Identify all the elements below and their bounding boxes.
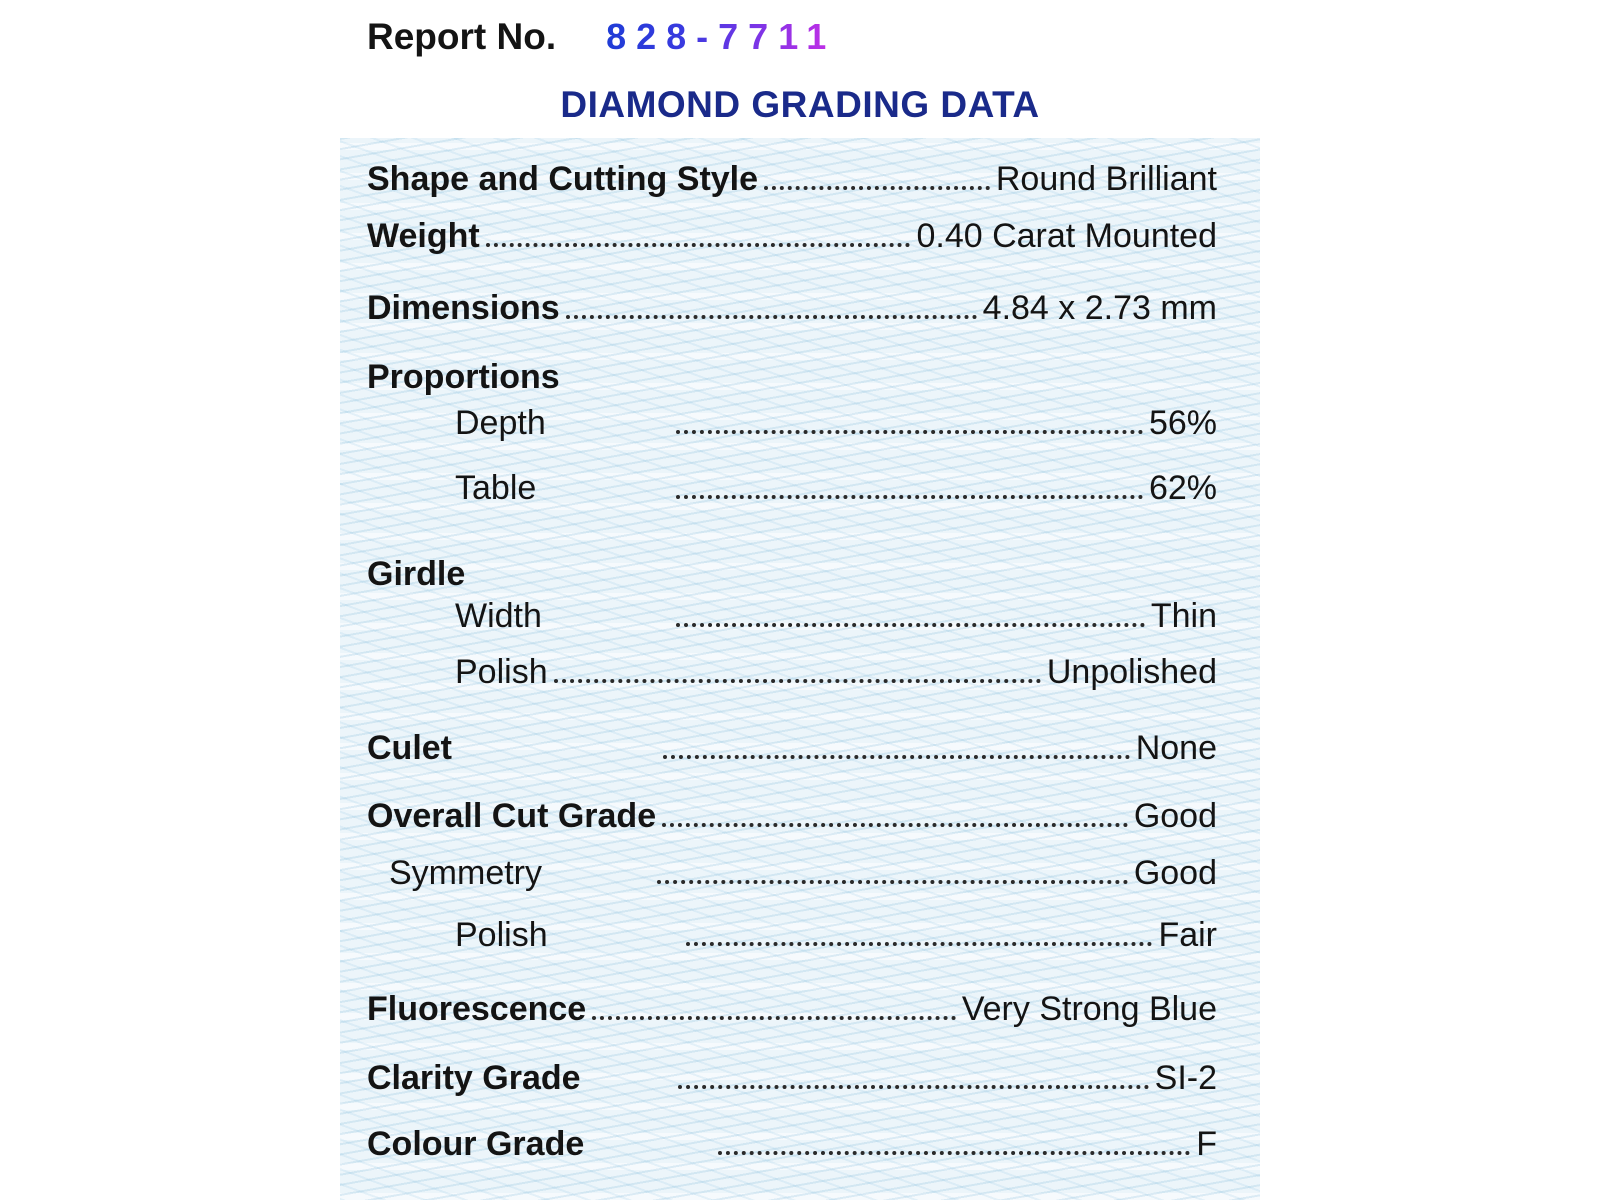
row-symmetry [389,849,1217,893]
row-polish [455,911,1217,955]
clarity-label: Clarity Grade [367,1059,581,1097]
row-culet [367,724,1217,768]
row-shape [367,155,1217,199]
row-clarity [367,1054,1217,1098]
row-table [455,464,1217,508]
dot-leader [663,755,1130,759]
row-depth [455,399,1217,443]
report-label: Report No. [367,16,557,57]
overall-cut-label: Overall Cut Grade [367,797,657,835]
colour-value: F [1196,1125,1217,1163]
dot-leader [676,623,1145,627]
report-number-line [367,16,836,58]
girdle-heading: Girdle [367,555,466,593]
girdle-polish-value: Unpolished [1046,653,1217,691]
row-dimensions [367,284,1217,328]
dot-leader [657,880,1128,884]
dot-leader [678,1085,1149,1089]
dot-leader [686,942,1152,946]
dot-leader [764,186,990,190]
report-number: 828-7711 [606,16,837,57]
overall-cut-value: Good [1133,797,1217,835]
clarity-value: SI-2 [1154,1059,1217,1097]
dimensions-label: Dimensions [367,289,560,327]
row-fluorescence [367,985,1217,1029]
girdle-width-value: Thin [1150,597,1217,635]
dot-leader [566,315,977,319]
row-colour [367,1120,1217,1164]
polish-value: Fair [1158,916,1217,954]
dot-leader [718,1151,1190,1155]
dot-leader [554,679,1041,683]
girdle-width-label: Width [455,597,542,635]
dot-leader [676,430,1143,434]
dot-leader [662,823,1128,827]
weight-label: Weight [367,217,480,255]
symmetry-label: Symmetry [389,854,542,892]
dot-leader [676,495,1143,499]
fluorescence-label: Fluorescence [367,990,587,1028]
proportions-heading: Proportions [367,358,560,396]
weight-value: 0.40 Carat Mounted [916,217,1217,255]
row-overall-cut [367,792,1217,836]
row-girdle-width [455,592,1217,636]
dot-leader [592,1016,956,1020]
table-label: Table [455,469,537,507]
culet-value: None [1135,729,1217,767]
culet-label: Culet [367,729,452,767]
dimensions-value: 4.84 x 2.73 mm [982,289,1217,327]
colour-label: Colour Grade [367,1125,585,1163]
symmetry-value: Good [1133,854,1217,892]
document-title: DIAMOND GRADING DATA [560,84,1040,125]
fluorescence-value: Very Strong Blue [961,990,1217,1028]
girdle-polish-label: Polish [455,653,548,691]
depth-label: Depth [455,404,546,442]
shape-label: Shape and Cutting Style [367,160,759,198]
table-value: 62% [1148,469,1217,507]
row-weight [367,212,1217,256]
shape-value: Round Brilliant [995,160,1217,198]
polish-label: Polish [455,916,548,954]
row-girdle-polish [455,648,1217,692]
dot-leader [486,243,911,247]
depth-value: 56% [1148,404,1217,442]
